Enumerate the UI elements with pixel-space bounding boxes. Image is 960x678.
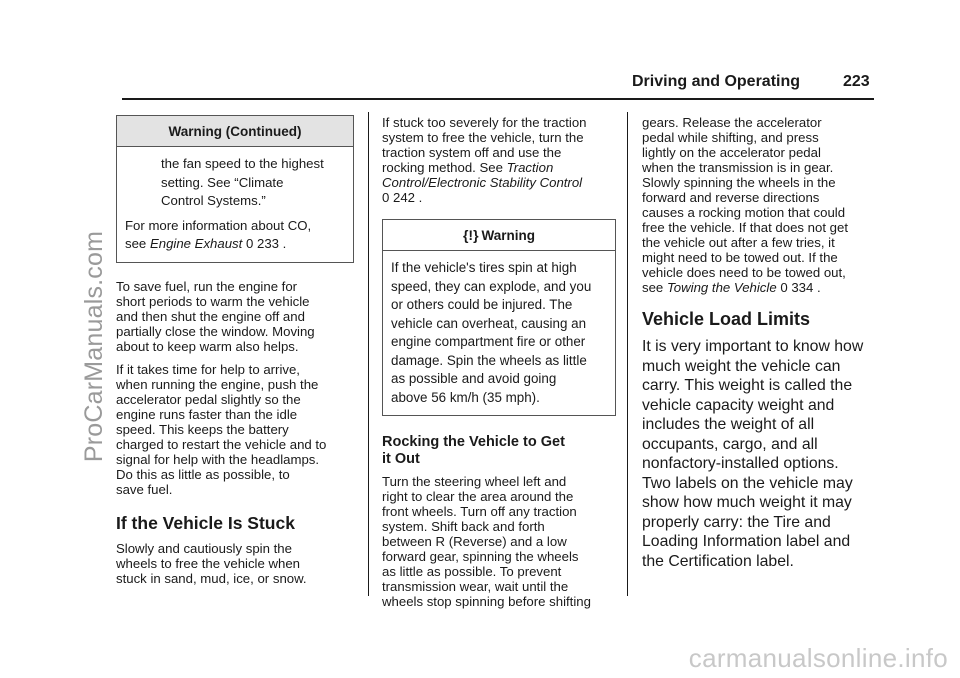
heading-load-limits: Vehicle Load Limits bbox=[642, 309, 811, 329]
line: partially close the window. Moving bbox=[116, 323, 315, 339]
warning-continued-box bbox=[116, 115, 354, 263]
line: when the transmission is in gear. bbox=[642, 160, 834, 175]
column-2 bbox=[382, 115, 616, 609]
paragraph-gears bbox=[642, 115, 874, 295]
line: Do this as little as possible, to bbox=[116, 466, 290, 482]
line: or others could be injured. The bbox=[391, 297, 573, 312]
line: charged to restart the vehicle and to bbox=[116, 436, 327, 452]
warn-text: see bbox=[125, 236, 150, 251]
warning-body bbox=[383, 251, 615, 415]
line: includes the weight of all bbox=[642, 416, 815, 433]
line: between R (Reverse) and a low bbox=[382, 534, 567, 549]
warn-line: Control Systems.” bbox=[161, 193, 266, 208]
heading-line: it Out bbox=[382, 451, 420, 467]
line: It is very important to know how bbox=[642, 338, 864, 355]
page-number: 223 bbox=[843, 73, 870, 90]
paragraph-load-limits bbox=[642, 337, 874, 571]
line: lightly on the accelerator pedal bbox=[642, 145, 821, 160]
warning-box bbox=[382, 219, 616, 416]
line: vehicle does need to be towed out, bbox=[642, 265, 846, 280]
line: stuck in sand, mud, ice, or snow. bbox=[116, 570, 307, 586]
line: the Certification label. bbox=[642, 552, 794, 570]
line: Slowly spinning the wheels in the bbox=[642, 175, 836, 190]
line: engine compartment fire or other bbox=[391, 334, 586, 349]
line: Slowly and cautiously spin the bbox=[116, 540, 292, 556]
page-ref: 0 242 . bbox=[382, 190, 423, 205]
line: show how much weight it may bbox=[642, 494, 852, 511]
towing-link[interactable]: Towing the Vehicle bbox=[666, 280, 777, 295]
line: much weight the vehicle can bbox=[642, 357, 841, 375]
line: signal for help with the headlamps. bbox=[116, 451, 320, 467]
section-title: Driving and Operating bbox=[632, 73, 801, 90]
line: vehicle capacity weight and bbox=[642, 396, 835, 414]
line: forward gear, spinning the wheels bbox=[382, 549, 579, 564]
line: gears. Release the accelerator bbox=[642, 115, 822, 130]
paragraph-help-arrive bbox=[116, 362, 354, 497]
line: save fuel. bbox=[116, 481, 173, 497]
column-3 bbox=[642, 115, 874, 579]
line: damage. Spin the wheels as little bbox=[391, 352, 587, 368]
line: short periods to warm the vehicle bbox=[116, 293, 310, 309]
header-rule bbox=[122, 98, 874, 100]
line: vehicle can overheat, causing an bbox=[391, 315, 587, 331]
line: speed, they can explode, and you bbox=[391, 278, 592, 294]
line: the vehicle out after a few tries, it bbox=[642, 235, 835, 250]
line: pedal while shifting, and press bbox=[642, 130, 819, 145]
line: accelerator pedal slightly so the bbox=[116, 391, 301, 407]
watermark-left-text: ProCarManuals.com bbox=[80, 230, 109, 462]
line: as possible and avoid going bbox=[391, 371, 557, 386]
warning-continued-body bbox=[117, 147, 353, 262]
line: system. Shift back and forth bbox=[382, 519, 545, 534]
line: see bbox=[642, 280, 667, 295]
stability-control-link[interactable]: Control/Electronic Stability Control bbox=[382, 175, 583, 190]
line: causes a rocking motion that could bbox=[642, 205, 846, 220]
paragraph-rocking bbox=[382, 474, 616, 609]
line: If it takes time for help to arrive, bbox=[116, 361, 300, 377]
watermark-left bbox=[72, 96, 118, 596]
warning-continued-title: Warning (Continued) bbox=[117, 116, 353, 147]
line: To save fuel, run the engine for bbox=[116, 278, 298, 294]
heading-vehicle-stuck: If the Vehicle Is Stuck bbox=[116, 512, 295, 533]
line: free the vehicle. If that does not get bbox=[642, 220, 849, 235]
page-ref: 0 334 . bbox=[776, 280, 821, 295]
line: transmission wear, wait until the bbox=[382, 579, 569, 594]
line: wheels stop spinning before shifting bbox=[382, 594, 591, 609]
line: about to keep warm also helps. bbox=[116, 338, 299, 354]
line: If stuck too severely for the traction bbox=[382, 115, 587, 130]
warn-line: the fan speed to the highest bbox=[161, 156, 324, 171]
traction-link[interactable]: Traction bbox=[506, 160, 554, 175]
line: occupants, cargo, and all bbox=[642, 435, 818, 453]
line: engine runs faster than the idle bbox=[116, 406, 298, 422]
line: properly carry: the Tire and bbox=[642, 513, 831, 531]
heading-rocking bbox=[382, 434, 616, 468]
line: rocking method. See bbox=[382, 160, 507, 175]
warn-line: For more information about CO, bbox=[125, 217, 312, 233]
column-divider-1 bbox=[368, 112, 369, 596]
line: and then shut the engine off and bbox=[116, 308, 305, 324]
paragraph-save-fuel bbox=[116, 279, 354, 354]
warn-line: setting. See “Climate bbox=[161, 174, 284, 190]
warning-title bbox=[383, 220, 615, 251]
paragraph-stuck-severely bbox=[382, 115, 616, 205]
line: front wheels. Turn off any traction bbox=[382, 504, 577, 519]
line: when running the engine, push the bbox=[116, 376, 319, 392]
line: above 56 km/h (35 mph). bbox=[391, 389, 540, 405]
heading-line: Rocking the Vehicle to Get bbox=[382, 434, 565, 450]
warning-icon: {!} bbox=[462, 227, 479, 243]
line: Two labels on the vehicle may bbox=[642, 474, 853, 492]
line: forward and reverse directions bbox=[642, 190, 820, 205]
line: carry. This weight is called the bbox=[642, 377, 853, 394]
watermark-bottom: carmanualsonline.info bbox=[688, 643, 948, 673]
line: as little as possible. To prevent bbox=[382, 564, 562, 579]
line: nonfactory-installed options. bbox=[642, 455, 839, 472]
line: traction system off and use the bbox=[382, 145, 562, 160]
paragraph-stuck bbox=[116, 541, 354, 586]
warning-title-text: Warning bbox=[481, 228, 536, 243]
line: wheels to free the vehicle when bbox=[116, 555, 301, 571]
column-1 bbox=[116, 115, 354, 586]
engine-exhaust-link[interactable]: Engine Exhaust bbox=[149, 236, 243, 251]
line: right to clear the area around the bbox=[382, 489, 574, 504]
line: might need to be towed out. If the bbox=[642, 250, 838, 265]
line: Turn the steering wheel left and bbox=[382, 474, 567, 489]
line: Loading Information label and bbox=[642, 533, 851, 550]
line: system to free the vehicle, turn the bbox=[382, 130, 584, 145]
line: speed. This keeps the battery bbox=[116, 421, 289, 437]
column-divider-2 bbox=[627, 112, 628, 596]
page-ref: 0 233 . bbox=[242, 236, 287, 251]
line: If the vehicle's tires spin at high bbox=[391, 260, 577, 275]
